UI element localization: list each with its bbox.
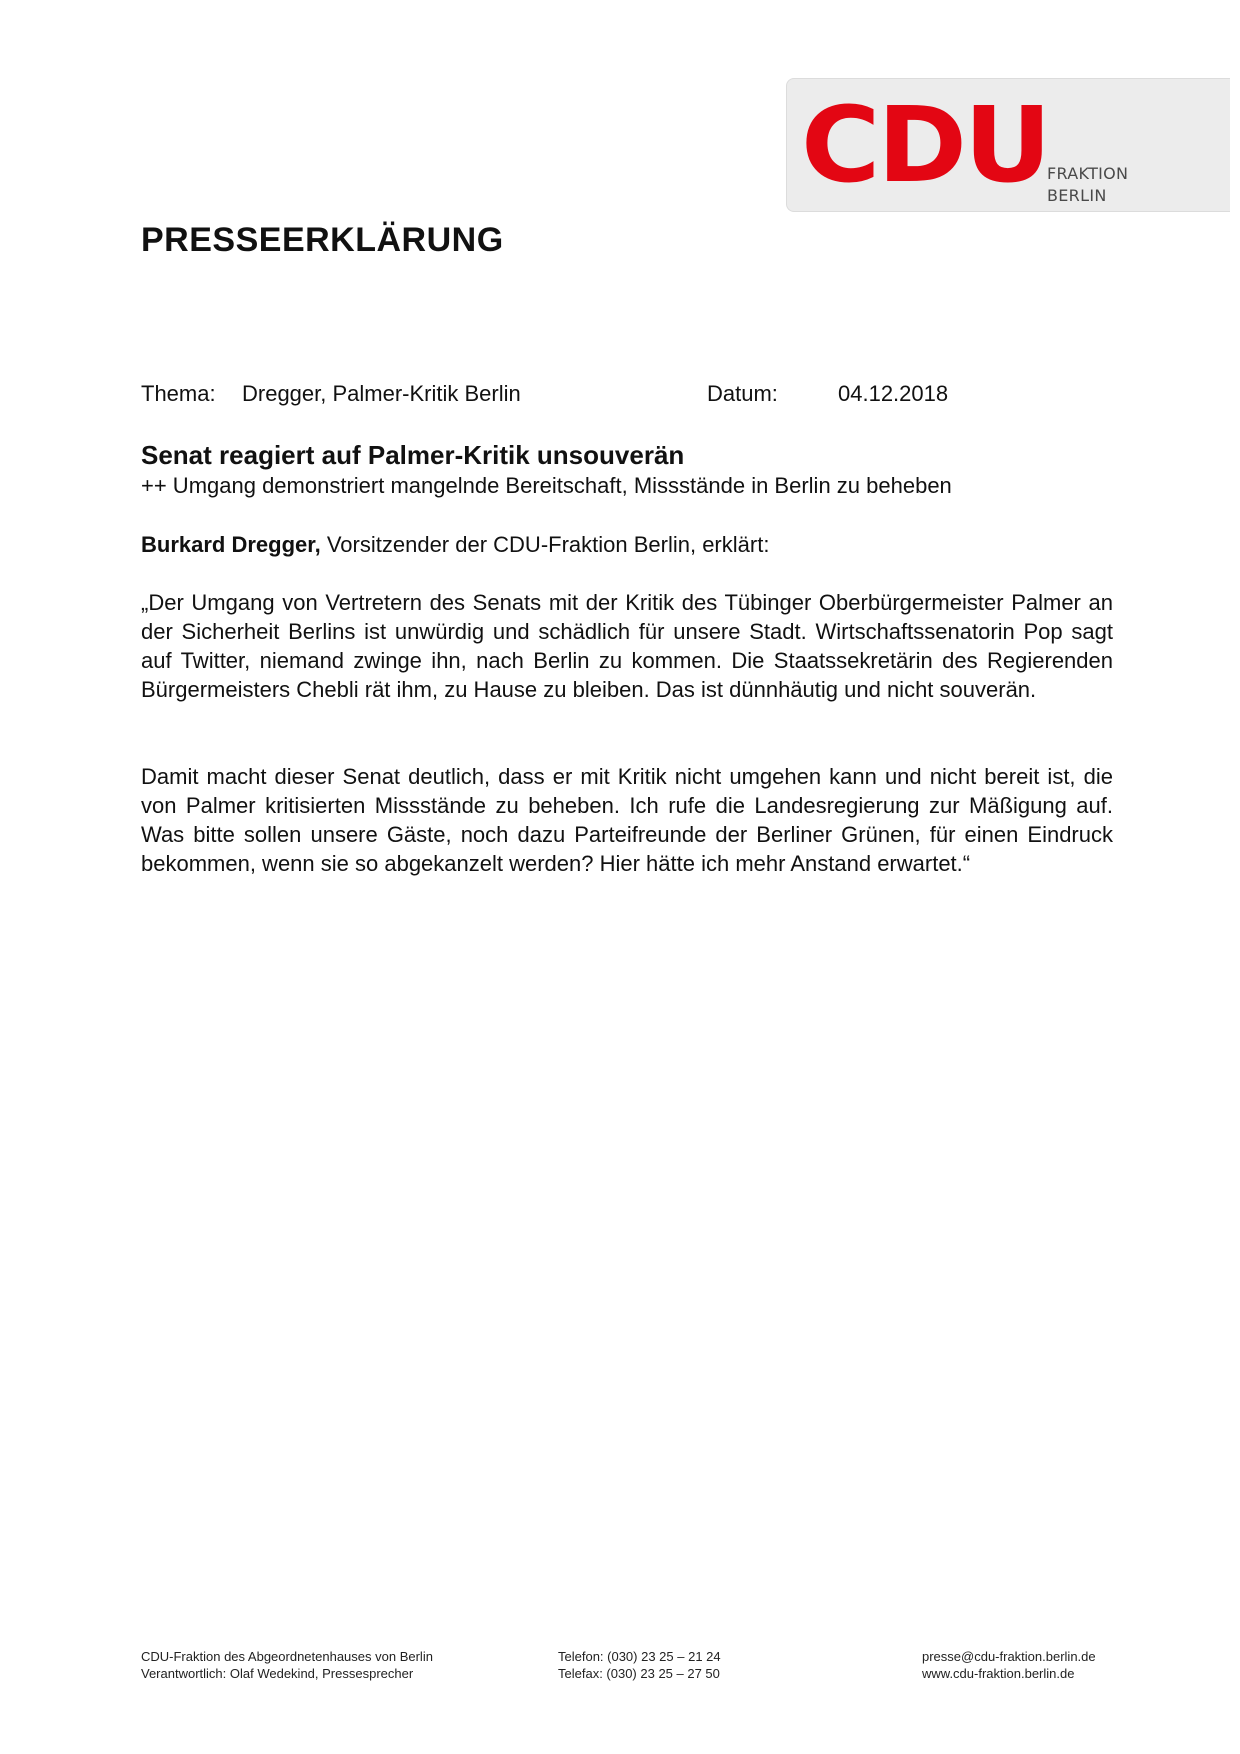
article-headline: Senat reagiert auf Palmer-Kritik unsouverän — [141, 440, 685, 470]
speaker-name: Burkard Dregger, — [141, 532, 321, 557]
footer-fax: Telefax: (030) 23 25 – 27 50 — [558, 1666, 720, 1681]
speaker-role: Vorsitzender der CDU-Fraktion Berlin, erklärt: — [320, 532, 770, 557]
document-title: PRESSEERKLÄRUNG — [141, 221, 504, 259]
topic-label: Thema: — [141, 381, 216, 406]
meta-row — [141, 380, 1101, 410]
quote-paragraph-2: Damit macht dieser Senat deutlich, dass er mit Kritik nicht umgehen kann und nicht bereit ist, die von Palmer kritisierten Missstände zu beheben. Ich rufe die Landesregierung zur Mäßigung auf. Was bitte sollen unsere Gäste, noch dazu Parteifreunde der Berliner Grünen, für einen Eindruck bekommen, wenn sie so abgekanzelt werden? Hier hätte ich mehr Anstand erwartet.“ — [141, 764, 1113, 876]
cdu-logo — [786, 78, 1230, 212]
logo-subtitle — [1047, 163, 1128, 207]
logo-line-berlin: BERLIN — [1047, 186, 1107, 205]
speaker-intro — [141, 530, 769, 560]
logo-wordmark: CDU — [801, 84, 1049, 206]
footer-organization — [141, 1648, 433, 1682]
quote-paragraph-1: „Der Umgang von Vertretern des Senats mit der Kritik des Tübinger Oberbürgermeister Palmer an der Sicherheit Berlins ist unwürdig und schädlich für unsere Stadt. Wirtschaftssenatorin Pop sagt auf Twitter, niemand zwinge ihn, nach Berlin zu kommen. Die Staatssekretärin des Regierenden Bürgermeisters Chebli rät ihm, zu Hause zu bleiben. Das ist dünnhäutig und nicht souverän. — [141, 590, 1113, 702]
article-subheadline: ++ Umgang demonstriert mangelnde Bereitschaft, Missstände in Berlin zu beheben — [141, 473, 952, 498]
footer-contact-phone — [558, 1648, 721, 1682]
date-value: 04.12.2018 — [838, 381, 949, 406]
footer-contact-web — [922, 1648, 1096, 1682]
topic-value: Dregger, Palmer-Kritik Berlin — [242, 381, 521, 406]
footer-responsible: Verantwortlich: Olaf Wedekind, Pressesprecher — [141, 1666, 414, 1681]
footer-email-link[interactable]: presse@cdu-fraktion.berlin.de — [922, 1649, 1096, 1664]
date-label: Datum: — [707, 381, 778, 406]
footer-website-link[interactable]: www.cdu-fraktion.berlin.de — [922, 1666, 1075, 1681]
footer-org-name: CDU-Fraktion des Abgeordnetenhauses von Berlin — [141, 1649, 433, 1664]
footer-phone: Telefon: (030) 23 25 – 21 24 — [558, 1649, 721, 1664]
logo-line-fraktion: FRAKTION — [1047, 164, 1129, 183]
